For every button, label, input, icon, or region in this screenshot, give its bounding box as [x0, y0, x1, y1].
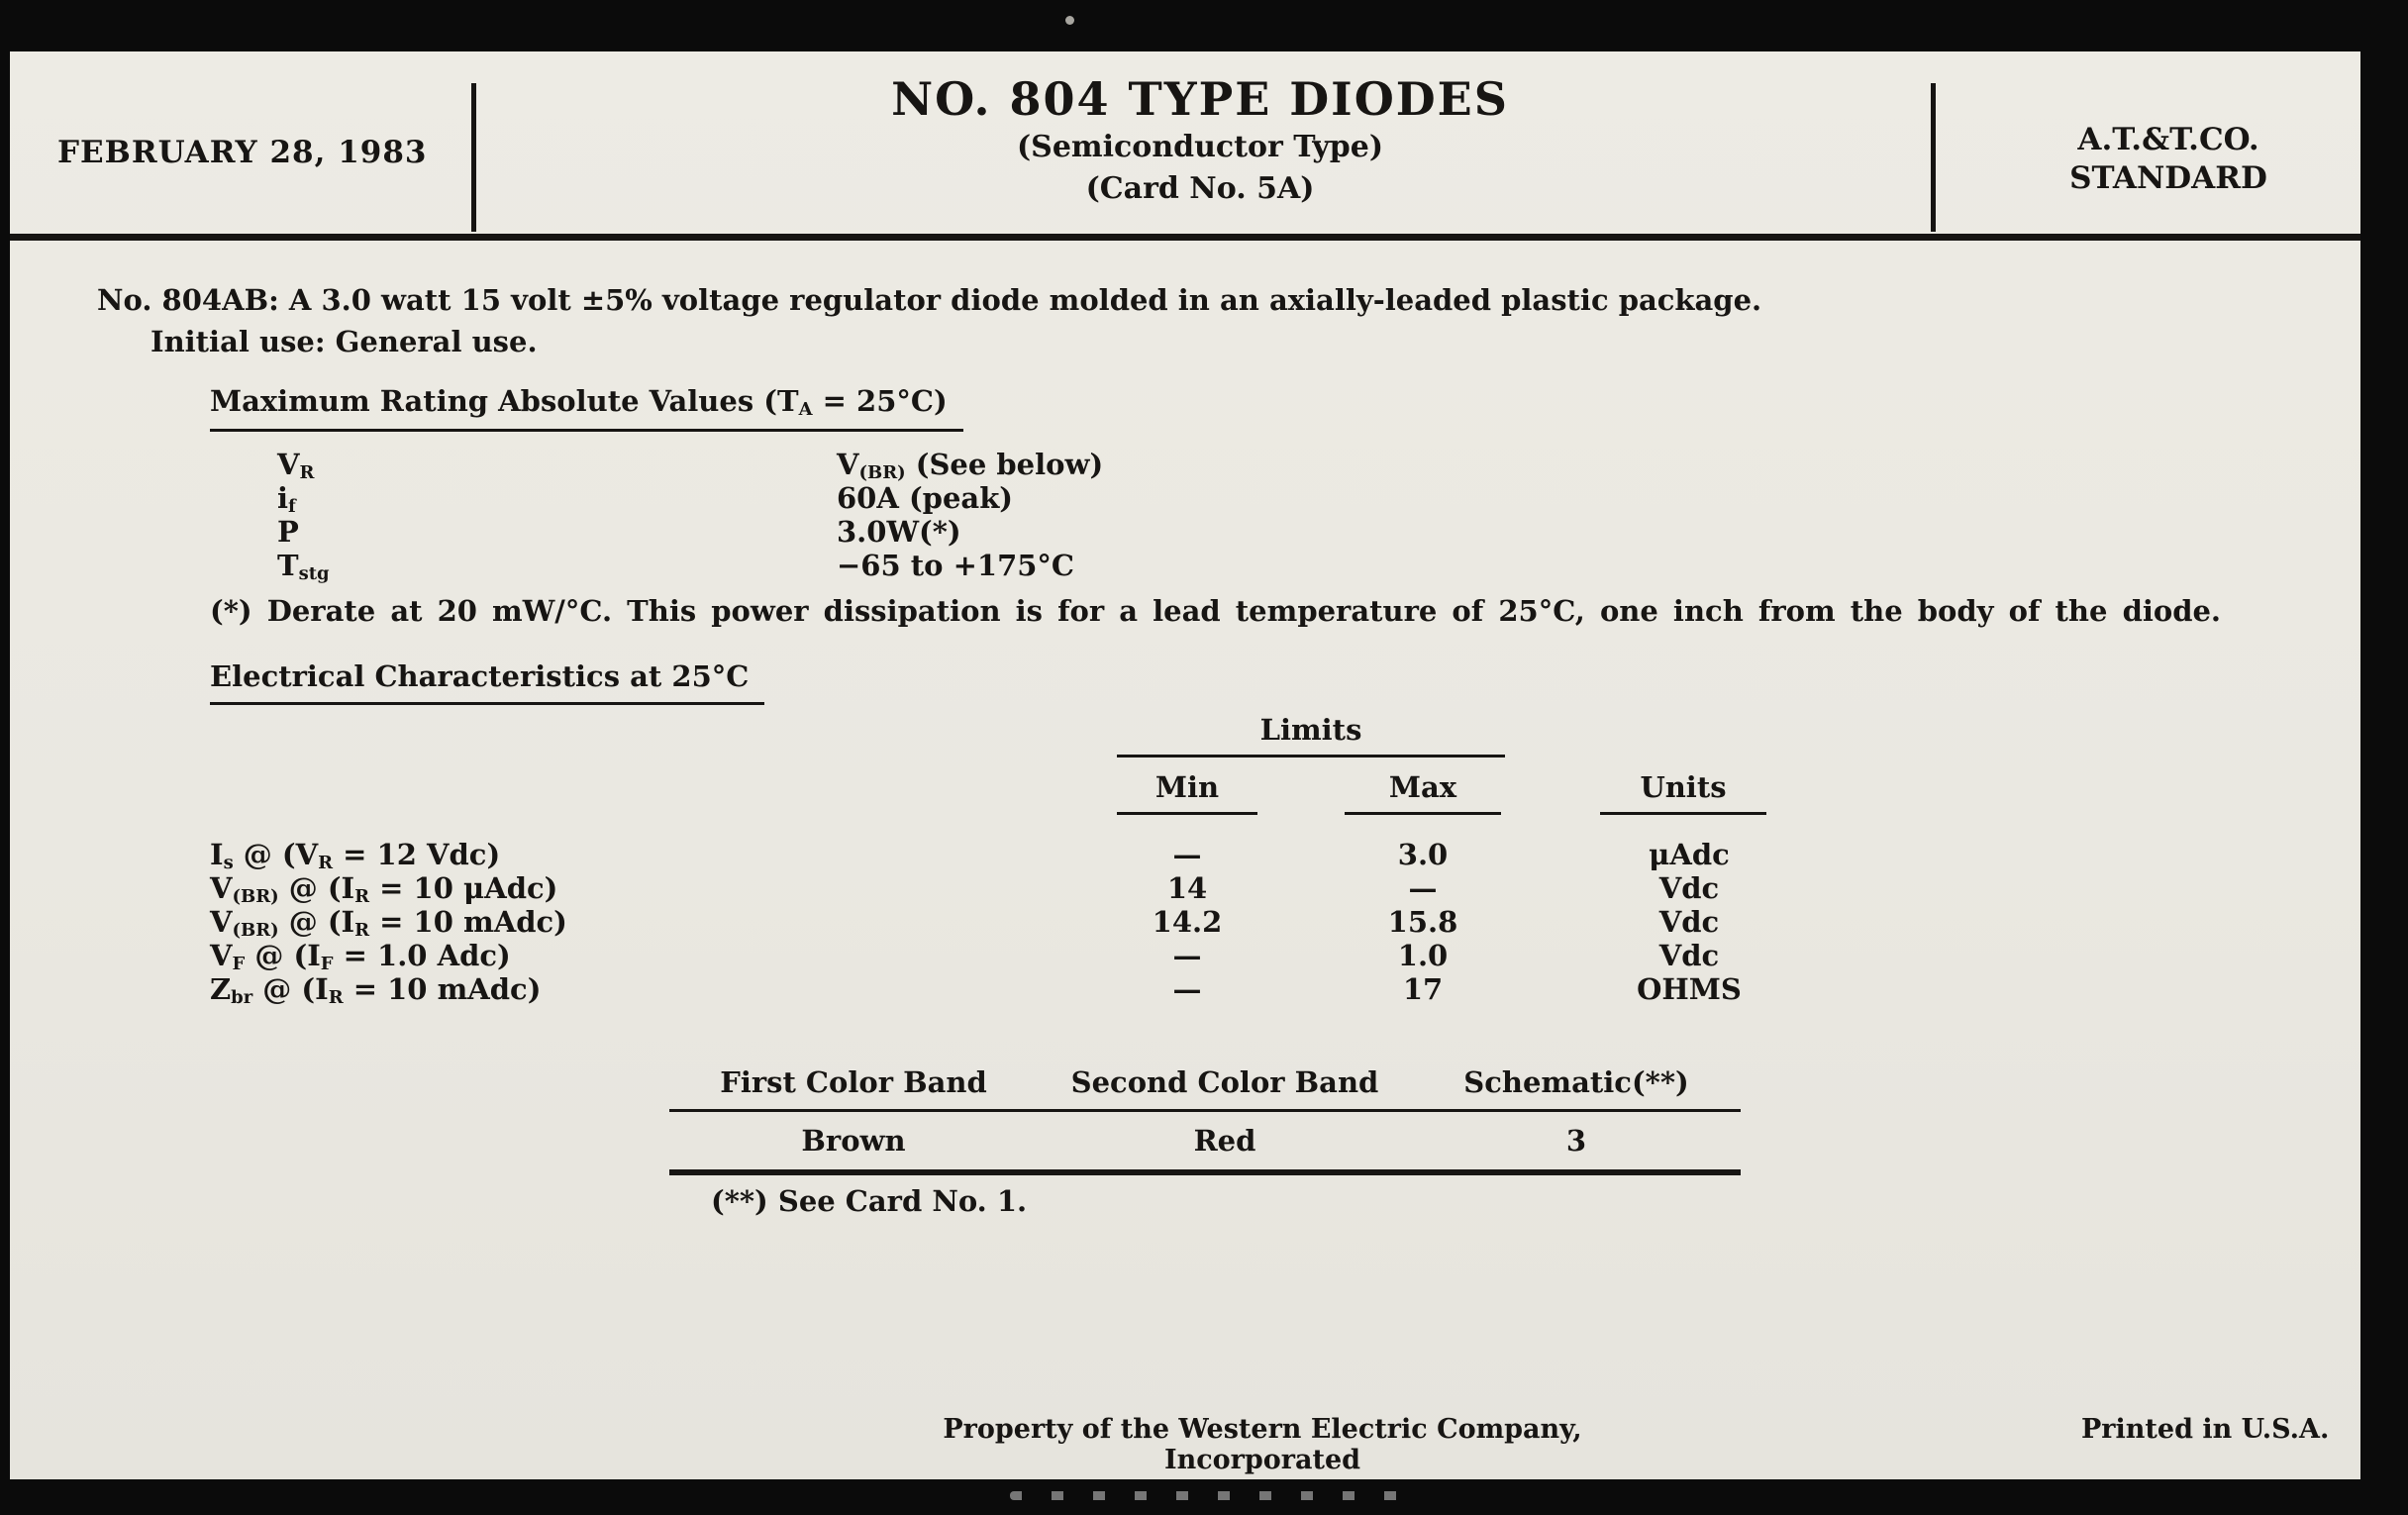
see-card-footnote: (**) See Card No. 1.: [711, 1184, 1028, 1218]
electrical-heading: Electrical Characteristics at 25°C: [210, 659, 764, 705]
max-value: 1.0: [1397, 939, 1449, 972]
min-value: —: [1172, 838, 1202, 871]
parameter-label: $V_{(BR)}$ @ ($I_R = 10$ mAdc): [210, 905, 567, 941]
issue-date: FEBRUARY 28, 1983: [57, 135, 428, 170]
parameter-label: $V_{(BR)}$ @ ($I_R = 10$ μAdc): [210, 871, 558, 907]
scan-artifact-speckles: [1010, 1491, 1406, 1500]
rating-symbol: $T_{stg}$: [277, 549, 330, 584]
electrical-row: [210, 972, 1854, 1006]
electrical-row: [210, 905, 1854, 939]
units-value: Vdc: [1658, 939, 1720, 972]
color-band-header-row: [669, 1065, 1741, 1112]
min-value: —: [1172, 939, 1202, 972]
units-value: μAdc: [1649, 838, 1730, 871]
max-value: —: [1408, 871, 1438, 905]
max-column-header: Max: [1345, 770, 1501, 815]
max-rating-heading: Maximum Rating Absolute Values $(T_A = 25^\circ C)$: [210, 384, 963, 432]
doc-title: NO. 804 TYPE DIODES: [891, 72, 1509, 126]
rating-row: [277, 549, 1960, 582]
standard-label: [2040, 121, 2297, 198]
second-band-value: Red: [1193, 1124, 1256, 1158]
rating-row: [277, 515, 1960, 549]
rating-value: −65 to +175°C: [837, 549, 1075, 582]
min-value: 14.2: [1152, 905, 1223, 939]
first-band-header: First Color Band: [720, 1065, 987, 1099]
color-band-data-row: [669, 1112, 1741, 1175]
units-value: Vdc: [1658, 871, 1720, 905]
min-column-header: Min: [1117, 770, 1257, 815]
rating-value: 60A (peak): [837, 481, 1014, 515]
min-value: 14: [1166, 871, 1208, 905]
header-rule: [10, 234, 2360, 241]
second-band-header: Second Color Band: [1070, 1065, 1379, 1099]
rating-row: [277, 448, 1960, 481]
property-line: Property of the Western Electric Company, Incorporated: [943, 1414, 1582, 1475]
schematic-header: Schematic(**): [1463, 1065, 1689, 1099]
units-value: Vdc: [1658, 905, 1720, 939]
rating-row: [277, 481, 1960, 515]
description-line: No. 804AB: A 3.0 watt 15 volt ±5% voltage regulator diode molded in an axially-leaded plastic package.: [97, 283, 1762, 317]
electrical-row: [210, 939, 1854, 972]
units-value: OHMS: [1637, 972, 1742, 1006]
limits-header: Limits: [1117, 713, 1505, 758]
scan-artifact-dot: [1065, 16, 1074, 25]
standard-line2: STANDARD: [2069, 159, 2267, 196]
initial-use-line: Initial use: General use.: [150, 325, 538, 358]
min-value: —: [1172, 972, 1202, 1006]
header-divider-right: [1931, 83, 1936, 232]
rating-symbol: $i_f$: [277, 481, 296, 517]
title-block: [842, 72, 1558, 207]
standard-line1: A.T.&T.CO.: [2077, 122, 2259, 157]
rating-symbol: $V_R$: [277, 448, 315, 483]
schematic-value: 3: [1565, 1124, 1587, 1158]
max-value: 15.8: [1387, 905, 1458, 939]
derate-footnote: (*) Derate at 20 mW/°C. This power dissipation is for a lead temperature of 25°C, one inch from the body of the diode.: [210, 594, 2222, 628]
rating-value: $V_{(BR)}$ (See below): [837, 448, 1104, 483]
max-value: 17: [1402, 972, 1444, 1006]
max-rating-table: [277, 448, 1960, 582]
doc-subtitle-card: (Card No. 5A): [1085, 171, 1315, 207]
electrical-table: [210, 838, 1854, 1006]
color-band-table: [669, 1065, 1741, 1175]
electrical-row: [210, 838, 1854, 871]
parameter-label: $Z_{br}$ @ ($I_R = 10$ mAdc): [210, 972, 542, 1008]
printed-in-usa: Printed in U.S.A.: [2081, 1414, 2330, 1445]
electrical-row: [210, 871, 1854, 905]
parameter-label: $I_s$ @ ($V_R = 12$ Vdc): [210, 838, 501, 873]
parameter-label: $V_F$ @ ($I_F = 1.0$ Adc): [210, 939, 511, 974]
paper-background: [10, 51, 2360, 1479]
rating-symbol: P: [277, 515, 299, 549]
header-divider-left: [471, 83, 476, 232]
units-column-header: Units: [1600, 770, 1766, 815]
max-value: 3.0: [1397, 838, 1449, 871]
rating-value: 3.0W(*): [837, 515, 961, 549]
doc-subtitle-type: (Semiconductor Type): [1016, 130, 1384, 165]
first-band-value: Brown: [801, 1124, 906, 1158]
